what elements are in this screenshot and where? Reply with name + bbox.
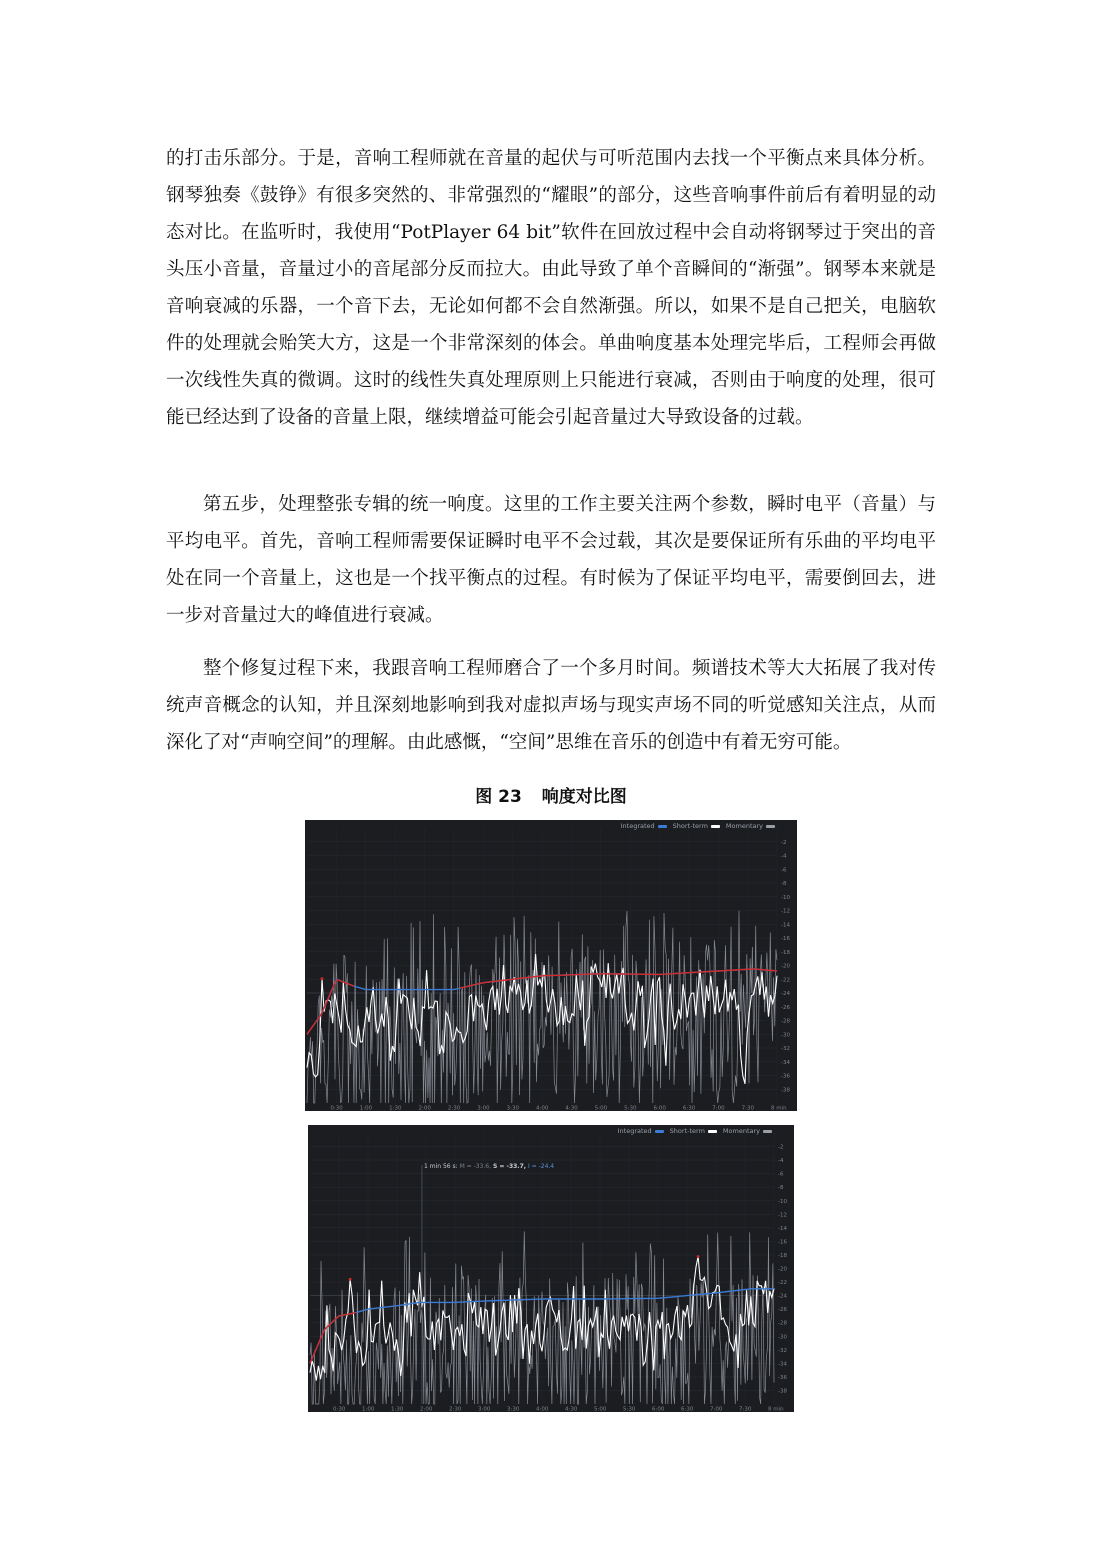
y-tick-label: -24 — [778, 1293, 787, 1300]
y-tick-label: -24 — [781, 991, 790, 997]
y-tick-label: -2 — [781, 839, 787, 846]
figure-label: 图 23 — [475, 787, 522, 807]
x-tick-label: 5:00 — [594, 1105, 608, 1111]
y-tick-label: -14 — [781, 922, 790, 929]
y-tick-label: -12 — [778, 1212, 787, 1219]
loudness-chart-after — [308, 1125, 794, 1412]
y-tick-label: -28 — [778, 1320, 787, 1327]
y-tick-label: -36 — [781, 1073, 790, 1080]
paragraph-1: 的打击乐部分。于是，音响工程师就在音量的起伏与可听范围内去找一个平衡点来具体分析。钢琴独奏《鼓铮》有很多突然的、非常强烈的“耀眼”的部分，这些音响事件前后有着明显的动态对比。在监听时，我使用“PotPlayer 64 bit”软件在回放过程中会自动将钢琴过于突出的音头压小音量，音量过小的音尾部分反而拉大。由此导致了单个音瞬间的“渐强”。钢琴本来就是音响衰减的乐器，一个音下去，无论如何都不会自然渐强。所以，如果不是自己把关，电脑软件的处理就会贻笑大方，这是一个非常深刻的体会。单曲响度基本处理完毕后，工程师会再做一次线性失真的微调。这时的线性失真处理原则上只能进行衰减，否则由于响度的处理，很可能已经达到了设备的音量上限，继续增益可能会引起音量过大导致设备的过载。 — [166, 148, 936, 428]
x-tick-label: 2:30 — [447, 1105, 461, 1111]
y-tick-label: -6 — [778, 1171, 784, 1178]
y-tick-label: -34 — [781, 1059, 790, 1066]
legend-momentary: Momentary — [723, 1127, 772, 1135]
x-tick-label: 7:30 — [741, 1105, 754, 1111]
y-tick-label: -14 — [778, 1225, 787, 1232]
over-target-mark — [349, 1278, 352, 1281]
paragraph-3: 整个修复过程下来，我跟音响工程师磨合了一个多月时间。频谱技术等大大拓展了我对传统声音概念的认知，并且深刻地影响到我对虚拟声场与现实声场不同的听觉感知关注点，从而深化了对“声响空间”的理解。由此感慨，“空间”思维在音乐的创造中有着无穷可能。 — [166, 658, 936, 753]
y-tick-label: -38 — [778, 1388, 787, 1395]
x-tick-label: 7:30 — [739, 1406, 752, 1412]
x-tick-label: 5:30 — [623, 1406, 636, 1412]
x-tick-label: 3:00 — [477, 1105, 490, 1111]
y-tick-label: -8 — [781, 881, 787, 887]
y-tick-label: -26 — [781, 1004, 790, 1011]
x-tick-label: 2:30 — [449, 1406, 462, 1412]
y-tick-label: -22 — [778, 1280, 787, 1287]
x-tick-label: 4:30 — [565, 1406, 578, 1412]
legend-integrated: Integrated — [618, 1127, 664, 1135]
x-tick-label: 3:30 — [507, 1406, 520, 1412]
legend-short-term: Short-term — [670, 1127, 717, 1135]
x-tick-label: 2:00 — [420, 1406, 433, 1412]
y-tick-label: -10 — [778, 1198, 787, 1205]
y-tick-label: -38 — [781, 1087, 790, 1094]
x-tick-label: 3:30 — [506, 1105, 519, 1111]
x-tick-label: 6:00 — [653, 1105, 666, 1111]
chart-legend — [618, 1127, 772, 1135]
x-tick-label: 4:00 — [536, 1406, 549, 1412]
legend-integrated: Integrated — [621, 822, 667, 830]
y-tick-label: -22 — [781, 977, 790, 984]
y-tick-label: -36 — [778, 1374, 787, 1381]
x-tick-label: 8 min — [768, 1406, 784, 1412]
x-tick-label: 6:30 — [682, 1105, 696, 1111]
x-tick-label: 7:00 — [712, 1105, 725, 1111]
y-tick-label: -20 — [778, 1266, 787, 1273]
y-tick-label: -30 — [781, 1032, 790, 1039]
y-tick-label: -8 — [778, 1185, 784, 1192]
x-tick-label: 0:30 — [333, 1406, 346, 1412]
y-tick-label: -16 — [781, 936, 790, 942]
loudness-chart-before-svg — [305, 820, 797, 1111]
x-tick-label: 1:30 — [391, 1406, 404, 1412]
y-tick-label: -16 — [778, 1239, 787, 1246]
chart-legend — [621, 822, 775, 830]
legend-momentary: Momentary — [726, 822, 775, 830]
y-tick-label: -32 — [778, 1347, 787, 1354]
figure-title: 响度对比图 — [541, 787, 627, 807]
paragraph-2: 第五步，处理整张专辑的统一响度。这里的工作主要关注两个参数，瞬时电平（音量）与平均电平。首先，音响工程师需要保证瞬时电平不会过载，其次是要保证所有乐曲的平均电平处在同一个音量上，这也是一个找平衡点的过程。有时候为了保证平均电平，需要倒回去，进一步对音量过大的峰值进行衰减。 — [166, 494, 936, 626]
x-tick-label: 1:30 — [389, 1105, 402, 1111]
y-tick-label: -12 — [781, 908, 790, 915]
over-target-mark — [697, 1255, 700, 1258]
y-tick-label: -28 — [781, 1018, 790, 1025]
x-tick-label: 2:00 — [418, 1105, 431, 1111]
hover-tooltip: 1 min 56 s: M = -33.6, S = -33.7, I = -24.4 — [424, 1163, 555, 1170]
x-tick-label: 0:30 — [330, 1105, 343, 1111]
y-tick-label: -18 — [781, 949, 790, 956]
y-tick-label: -26 — [778, 1307, 787, 1314]
y-tick-label: -2 — [778, 1144, 784, 1151]
y-tick-label: -10 — [781, 894, 790, 901]
x-tick-label: 8 min — [771, 1105, 787, 1111]
x-tick-label: 4:00 — [536, 1105, 549, 1111]
x-tick-label: 3:00 — [478, 1406, 491, 1412]
x-tick-label: 1:00 — [362, 1406, 375, 1412]
x-tick-label: 4:30 — [565, 1105, 578, 1111]
y-tick-label: -4 — [778, 1158, 784, 1165]
y-tick-label: -18 — [778, 1252, 787, 1259]
y-tick-label: -32 — [781, 1046, 790, 1052]
x-tick-label: 5:00 — [594, 1406, 607, 1412]
integrated-ramp-segment — [310, 1313, 356, 1364]
x-tick-label: 6:00 — [652, 1406, 665, 1412]
y-tick-label: -30 — [778, 1334, 787, 1341]
x-tick-label: 6:30 — [681, 1406, 694, 1412]
x-tick-label: 7:00 — [710, 1406, 723, 1412]
y-tick-label: -6 — [781, 867, 787, 874]
y-tick-label: -34 — [778, 1361, 787, 1368]
x-tick-label: 1:00 — [359, 1105, 373, 1111]
x-tick-label: 5:30 — [624, 1105, 637, 1111]
y-tick-label: -20 — [781, 963, 790, 970]
over-target-mark — [321, 977, 324, 980]
loudness-chart-before — [305, 820, 797, 1111]
y-tick-label: -4 — [781, 853, 787, 860]
legend-short-term: Short-term — [673, 822, 720, 830]
figure-caption — [0, 782, 1102, 807]
